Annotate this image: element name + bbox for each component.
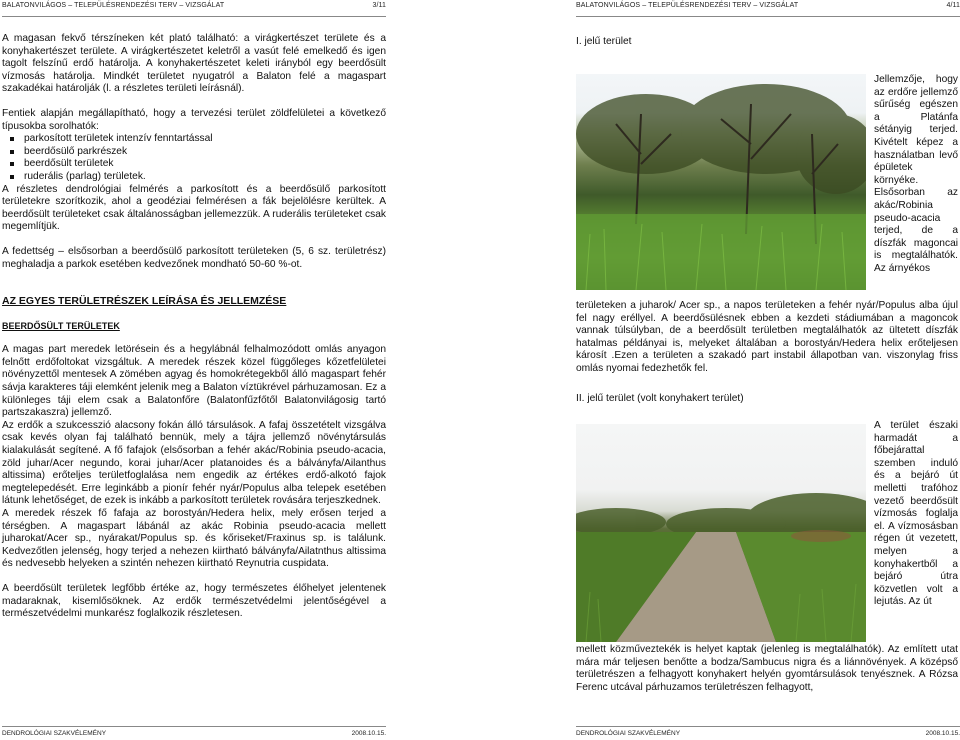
subsection-title: BEERDŐSÜLT TERÜLETEK [2,320,120,331]
right-header [576,2,960,17]
left-footer [2,726,386,738]
page-number: 3/11 [372,2,386,9]
footer-title: DENDROLÓGIAI SZAKVÉLEMÉNY [2,730,107,737]
area2-title: II. jelű terület (volt konyhakert terület) [576,393,744,404]
survey-paragraph: A részletes dendrológiai felmérés a parkosított és a beerdősülő parkosított területekre szorítkozik, ahol a geodéziai felmérésen a fák bejelölésre kerültek. A beerdősült területeket csak általánosságban jellemezzük. A ruderális területeket csak megemlítjük. [2,183,386,233]
footer-date: 2008.10.15. [351,730,386,737]
area1-title: I. jelű terület [576,36,632,47]
list-item: parkosított területek intenzív fenntartással [10,133,386,146]
list-item: ruderális (parlag) területek. [10,171,386,184]
list-item: beerdősült területek [10,158,386,171]
path-photo-2 [576,424,866,642]
section-title: AZ EGYES TERÜLETRÉSZEK LEÍRÁSA ÉS JELLEMZÉSE [2,295,287,308]
area1-rest-text: területeken a juharok/ Acer sp., a napos területeken a fehér nyár/Populus alba újul fel nagy eréllyel. A beerdősülésnek ebben a kezdeti stádiumában a magoncok vannak túlsúlyban, de a beerdősült területben megtalálhatók az ültetett díszfák hatalmas példányai is, melyeket általában a borostyán/Hedera helix erőteljesen károsít .Ezen a területen a szakadó part instabil állapotban van. viszonylag friss omlás nyomai fedezhetők fel. [576,300,958,374]
area1-float-text: Jellemzője, hogy az erdőre jellemző sűrűség egészen a Platánfa sétányig terjed. Kivételt képez a használatban levő épületek környéke. Elsősorban az akác/Robinia pseudo-acacia terjed, de a díszfák magoncai is megtalálhatók. Az árnyékos [874,74,958,274]
area2-rest-text: mellett közműveztekék is helyet kaptak (jelenleg is megtalálhatók). Az említett utat mára már teljesen benőtte a bodza/Sambucus nigra és a liánnövények. A középső területrészen a felhagyott konyhakert helyén gyomtársulások tenyésznek. A Rózsa Ferenc utcával párhuzamos területrészen felhagyott, [576,644,958,693]
types-paragraph: Fentiek alapján megállapítható, hogy a tervezési terület zöldfelületei a következő típusokba sorolhatók: [2,107,386,132]
left-page [2,0,386,740]
area2-float-text: A terület északi harmadát a főbejárattal szemben induló és a bejáró út melletti trafóhoz vezető beerdősült vízmosás foglalja el. A vízmosásban régen út vezetett, melyen a konyhakertből a bejáró útra közvetlen volt a lejutás. Az út [874,420,958,608]
footer-date: 2008.10.15. [925,730,960,737]
forest-paragraph-4: A beerdősült területek legfőbb értéke az, hogy természetes élőhelyet jelentenek madaraknak, kisemlősöknek. Az erdők természetvédelmi jelentőségével a természetvédelmi munkarész foglalkozik részletesen. [2,582,386,620]
left-body [2,33,386,621]
path-photo-2-illustration [576,424,866,642]
forest-photo-1 [576,74,866,290]
forest-paragraph-1: A magas part meredek letörésein és a hegylábnál felhalmozódott omlás anyagon felnőtt erdőfoltokat vizsgáltuk. A meredek részek közel függőleges kőzetfelületei növényzettől mentesek A zömében agyag és homokrétegekből álló magaspart fehér sávja karakteres táji elemként jelenik meg a Balaton víztükrével párhuzamosan. Ez a különleges táji elem csak a Balatonfőre (Balatonfűzfőtől Balatonvilágosig tartó partszakaszra) jellemző. [2,344,386,419]
page-number: 4/11 [946,2,960,9]
footer-title: DENDROLÓGIAI SZAKVÉLEMÉNY [576,730,681,737]
right-page [576,0,960,740]
types-list [2,133,386,183]
density-paragraph: A fedettség – elsősorban a beerdősülő parkosított területeken (5, 6 sz. területrész) meghaladja a parkok esetében kedvezőnek mondható 50-60 %-ot. [2,245,386,270]
list-item: beerdősülő parkrészek [10,146,386,159]
header-title: BALATONVILÁGOS – TELEPÜLÉSRENDEZÉSI TERV – VIZSGÁLAT [2,2,225,9]
right-footer [576,726,960,738]
intro-paragraph: A magasan fekvő térszíneken két plató található: a virágkertészet területe és a konyhakertészet területe. A virágkertészetet keletről a vasút felé emelkedő és igen tagolt felszínű erdő határolja. A konyhakertészetet keleti irányból egy beerdősült vízmosás határolja. Mindkét területet nyugatról a Balaton felé a magaspart szakadékai határolják (l. a részletes területi leírásnál). [2,33,386,95]
forest-photo-1-illustration [576,74,866,290]
forest-paragraph-2: Az erdők a szukcesszió alacsony fokán álló társulások. A fafaj összetételt vizsgálva csak kevés olyan faj található bennük, mely a tájra jellemző növénytársulás kialakulását segítené. A fő fafajok (elsősorban a fehér akác/Robinia pseudo-acacia, zöld juhar/Acer negundo, korai juhar/Acer platanoides és a bálványfa/Ailanthus altissima) erőteljes területfoglalása nem engedik az értékes erdő-alkotó fajok megtelepedését. Erre leginkább a pionír fehér nyár/Populus alba telepek esetében látunk lehetőséget, de ezek is inkább a parkosított területek rovására terjeszkednek. [2,419,386,507]
header-title: BALATONVILÁGOS – TELEPÜLÉSRENDEZÉSI TERV – VIZSGÁLAT [576,2,799,9]
left-header [2,2,386,17]
forest-paragraph-3: A meredek részek fő fafaja az borostyán/Hedera helix, mely erősen terjed a térségben. A magaspart lábánál az akác Robinia pseudo-acacia mellett juharokat/Acer sp., nyárakat/Populus sp. és kőriseket/Fraxinus sp. is találunk. Kedvezőtlen jelenség, hogy terjed a nehezen kiirtható bálványfa/Ailatnthus altissima és nedvesebb helyeken a szintén nehezen kiirtható Reynutria cuspidata. [2,508,386,570]
